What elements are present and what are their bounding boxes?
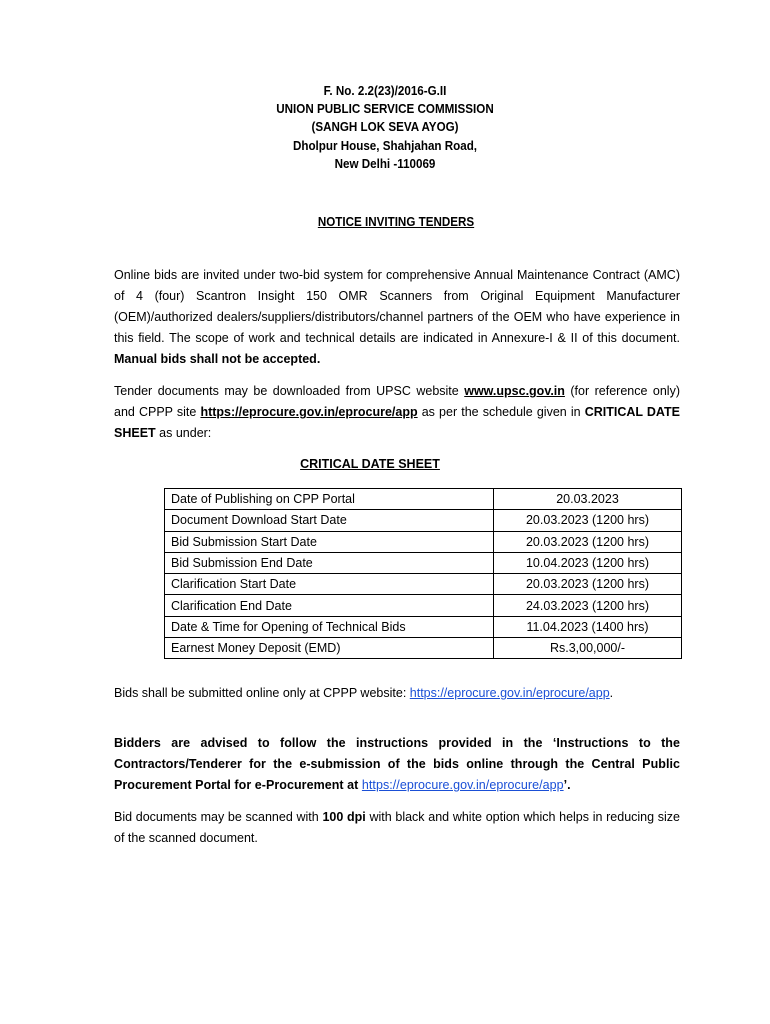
critical-date-sheet-ref: CRITICAL DATE SHEET bbox=[114, 405, 680, 440]
table-row bbox=[165, 595, 682, 616]
letterhead bbox=[27, 82, 743, 173]
address-line-1: Dholpur House, Shahjahan Road, bbox=[292, 138, 478, 153]
manual-bids-note: Manual bids shall not be accepted. bbox=[114, 352, 321, 366]
submission-text: Bids shall be submitted online only at CPPP website: bbox=[114, 686, 410, 700]
date-label: Date of Publishing on CPP Portal bbox=[165, 489, 494, 510]
submission-paragraph bbox=[114, 683, 680, 704]
instructions-paragraph bbox=[114, 733, 680, 796]
download-paragraph bbox=[114, 381, 680, 444]
eprocure-link[interactable]: https://eprocure.gov.in/eprocure/app bbox=[409, 686, 610, 700]
submission-end: . bbox=[609, 686, 614, 700]
date-value: 20.03.2023 (1200 hrs) bbox=[494, 531, 682, 552]
notice-title: NOTICE INVITING TENDERS bbox=[317, 215, 475, 229]
date-value: 10.04.2023 (1200 hrs) bbox=[494, 552, 682, 573]
date-label: Earnest Money Deposit (EMD) bbox=[165, 638, 494, 659]
table-row bbox=[165, 638, 682, 659]
date-value: 20.03.2023 bbox=[494, 489, 682, 510]
critical-date-table bbox=[164, 488, 682, 659]
date-value: 20.03.2023 (1200 hrs) bbox=[494, 510, 682, 531]
scan-text-2: with black and white option which helps in reducing size of the scanned document. bbox=[114, 810, 681, 845]
address-line-2: New Delhi -110069 bbox=[334, 156, 436, 171]
download-text-1: Tender documents may be downloaded from UPSC website bbox=[114, 384, 465, 398]
organization-hindi-name: (SANGH LOK SEVA AYOG) bbox=[311, 120, 459, 135]
download-text-4: as under: bbox=[155, 426, 212, 440]
intro-text: Online bids are invited under two-bid system for comprehensive Annual Maintenance Contract (AMC) of 4 (four) Scantron Insight 150 OMR Scanners from Original Equipment Manufacturer (OEM)/authorized dealers/suppliers/distributors/channel partners of the OEM who have experience in this field. The scope of work and technical details are indicated in Annexure-I & II of this document. bbox=[114, 268, 680, 345]
cppp-site-link[interactable]: https://eprocure.gov.in/eprocure/app bbox=[200, 405, 418, 419]
date-label: Bid Submission Start Date bbox=[165, 531, 494, 552]
date-label: Bid Submission End Date bbox=[165, 552, 494, 573]
table-row bbox=[165, 616, 682, 637]
download-text-3: as per the schedule given in bbox=[417, 405, 585, 419]
table-row bbox=[165, 531, 682, 552]
table-row bbox=[165, 574, 682, 595]
scan-text-1: Bid documents may be scanned with bbox=[114, 810, 323, 824]
instructions-end: ’. bbox=[563, 778, 571, 792]
download-text-2: (for reference only) and CPPP site bbox=[114, 384, 680, 419]
date-value: 20.03.2023 (1200 hrs) bbox=[494, 574, 682, 595]
instructions-eprocure-link[interactable]: https://eprocure.gov.in/eprocure/app bbox=[361, 778, 564, 792]
organization-name: UNION PUBLIC SERVICE COMMISSION bbox=[276, 102, 494, 117]
date-label: Clarification End Date bbox=[165, 595, 494, 616]
table-row bbox=[165, 510, 682, 531]
file-number: F. No. 2.2(23)/2016-G.II bbox=[323, 84, 447, 98]
date-label: Document Download Start Date bbox=[165, 510, 494, 531]
date-label: Date & Time for Opening of Technical Bids bbox=[165, 616, 494, 637]
table-row bbox=[165, 552, 682, 573]
dpi-value: 100 dpi bbox=[322, 810, 366, 824]
date-value: Rs.3,00,000/- bbox=[494, 638, 682, 659]
date-value: 24.03.2023 (1200 hrs) bbox=[494, 595, 682, 616]
upsc-website-link[interactable]: www.upsc.gov.in bbox=[464, 384, 565, 398]
critical-date-sheet-title: CRITICAL DATE SHEET bbox=[300, 457, 440, 471]
instructions-text: Bidders are advised to follow the instructions provided in the ‘Instructions to the Contractors/Tenderer for the e-submission of the bids online through the Central Public Procurement Portal for e-Procurement at bbox=[114, 736, 680, 792]
date-value: 11.04.2023 (1400 hrs) bbox=[494, 616, 682, 637]
date-label: Clarification Start Date bbox=[165, 574, 494, 595]
table-row bbox=[165, 489, 682, 510]
scan-paragraph bbox=[114, 807, 680, 849]
intro-paragraph bbox=[114, 265, 680, 370]
